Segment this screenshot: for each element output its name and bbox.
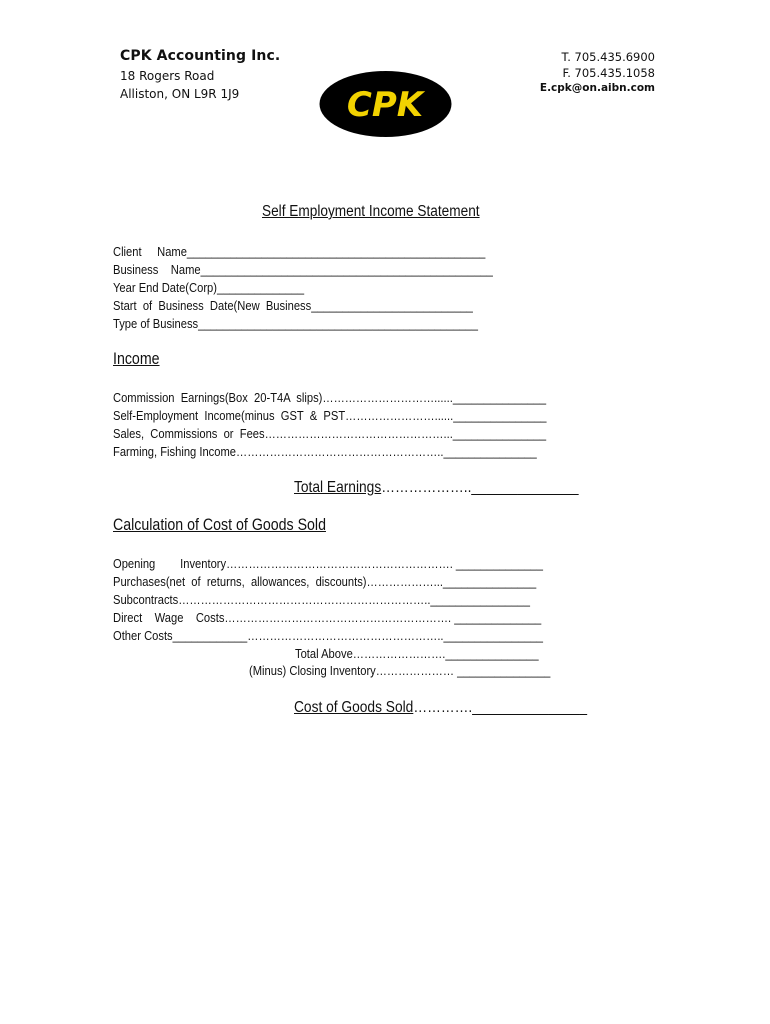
business-name-field[interactable]: Business Name_______________________________________________ [113,262,493,277]
other-costs-line[interactable]: Other Costs____________……………………………………………..________________ [113,628,544,643]
total-earnings-fill: ………………..______________ [381,479,579,496]
phone-number: T. 705.435.6900 [561,50,655,64]
start-date-field[interactable]: Start of Business Date(New Business__________________________ [113,298,473,313]
purchases-line[interactable]: Purchases(net of returns, allowances, discounts)………………..._______________ [113,574,537,589]
farming-fishing-income-line[interactable]: Farming, Fishing Income……………………………………………….._______________ [113,444,537,459]
address-line-2: Alliston, ON L9R 1J9 [120,87,240,101]
total-above-line[interactable]: Total Above……………………._______________ [295,646,539,661]
company-name: CPK Accounting Inc. [120,48,281,64]
year-end-date-field[interactable]: Year End Date(Corp)______________ [113,280,305,295]
cpk-logo [318,70,453,138]
cost-of-goods-sold-fill: …………._______________ [413,699,587,716]
client-name-field[interactable]: Client Name________________________________________________ [113,244,486,259]
commission-earnings-line[interactable]: Commission Earnings(Box 20-T4A slips)…………………………......_______________ [113,390,547,405]
total-earnings-label: Total Earnings [294,479,382,496]
opening-inventory-line[interactable]: Opening Inventory……………………………………………………. ______________ [113,556,543,571]
fax-number: F. 705.435.1058 [562,66,655,80]
cogs-heading: Calculation of Cost of Goods Sold [113,516,326,534]
sales-commissions-fees-line[interactable]: Sales, Commissions or Fees…………………………………………..._______________ [113,426,547,441]
logo-text: CPK [346,85,424,125]
cost-of-goods-sold-line[interactable] [294,699,587,717]
direct-wage-costs-line[interactable]: Direct Wage Costs……………………………………………………. ______________ [113,610,542,625]
subcontracts-line[interactable]: Subcontracts…………………………………………………………..________________ [113,592,530,607]
self-employment-income-line[interactable]: Self-Employment Income(minus GST & PST……………………......_______________ [113,408,547,423]
type-of-business-field[interactable]: Type of Business_____________________________________________ [113,316,478,331]
form-title: Self Employment Income Statement [262,203,480,220]
closing-inventory-line[interactable]: (Minus) Closing Inventory………………… _______________ [249,663,551,678]
total-earnings-line[interactable] [294,479,579,497]
email-address: E.cpk@on.aibn.com [539,82,655,94]
address-line-1: 18 Rogers Road [120,69,215,83]
income-heading: Income [113,350,160,368]
cost-of-goods-sold-label: Cost of Goods Sold [294,699,414,716]
